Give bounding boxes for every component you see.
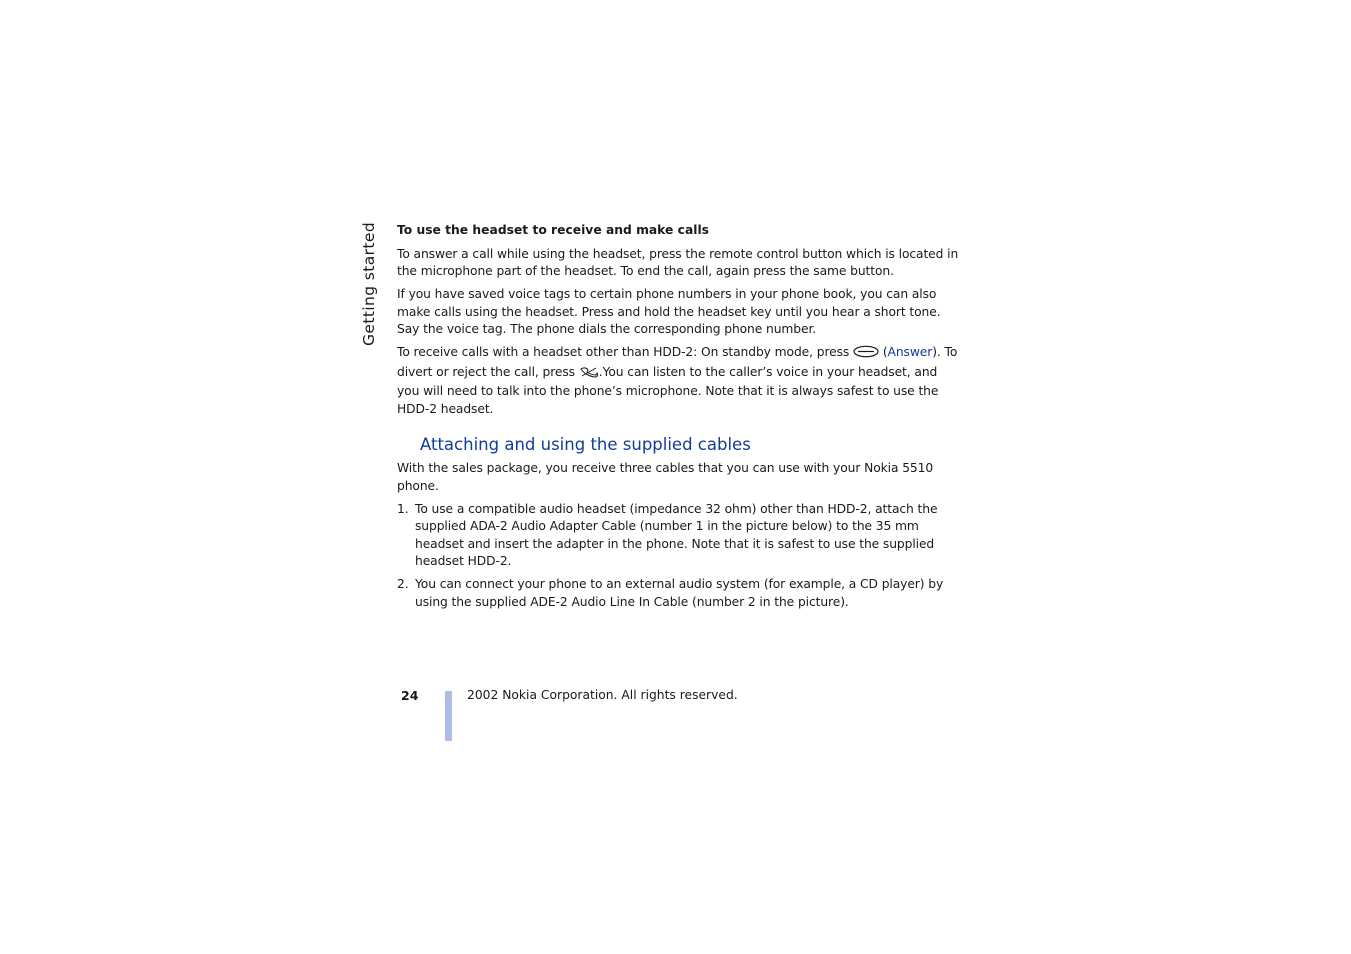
para3-paren-open: ( [882, 345, 888, 359]
headset-subheading: To use the headset to receive and make calls [397, 223, 709, 237]
footer-accent-bar [445, 691, 452, 741]
page-number: 24 [401, 688, 419, 703]
side-tab [359, 221, 379, 346]
headset-paragraph-other-headset [397, 344, 963, 418]
page-content [397, 222, 963, 617]
select-key-icon [853, 345, 879, 364]
para3-text-middle: ). To divert or reject the call, press [397, 345, 958, 379]
side-tab-label: Getting started [360, 221, 378, 346]
cables-section-heading: Attaching and using the supplied cables [420, 435, 751, 454]
cables-intro: With the sales package, you receive three cables that you can use with your Nokia 5510 phone. [397, 461, 934, 493]
list-item [397, 576, 963, 611]
list-item-number: 2. [397, 577, 409, 591]
headset-paragraph-answer: To answer a call while using the headset, press the remote control button which is located in the microphone part of the headset. To end the call, again press the same button. [397, 246, 959, 278]
list-item-number: 1. [397, 501, 409, 516]
cables-list [397, 501, 963, 612]
para3-text-after: .You can listen to the caller’s voice in your headset, and you will need to talk into the phone’s microphone. Note that it is always safest to use the HDD-2 headset. [397, 364, 939, 416]
list-item-text: You can connect your phone to an external audio system (for example, a CD player) by using the supplied ADE-2 Audio Line In Cable (number 2 in the picture). [415, 577, 944, 609]
copyright-notice: 2002 Nokia Corporation. All rights reserved. [467, 688, 738, 702]
headset-paragraph-voice-tags: If you have saved voice tags to certain phone numbers in your phone book, you can also make calls using the headset. Press and hold the headset key until you hear a short tone. Say the voice tag. The phone dials the corresponding phone number. [397, 287, 941, 336]
end-call-key-icon [579, 366, 599, 384]
para3-text-before: To receive calls with a headset other than HDD-2: On standby mode, press [397, 345, 854, 359]
list-item [397, 501, 963, 571]
list-item-text: To use a compatible audio headset (impedance 32 ohm) other than HDD-2, attach the supplied ADA-2 Audio Adapter Cable (number 1 in the picture below) to the 35 mm headset and insert the adapter in the phone. Note that it is safest to use the supplied headset HDD-2. [415, 501, 938, 568]
answer-softkey-label: Answer [887, 345, 933, 359]
